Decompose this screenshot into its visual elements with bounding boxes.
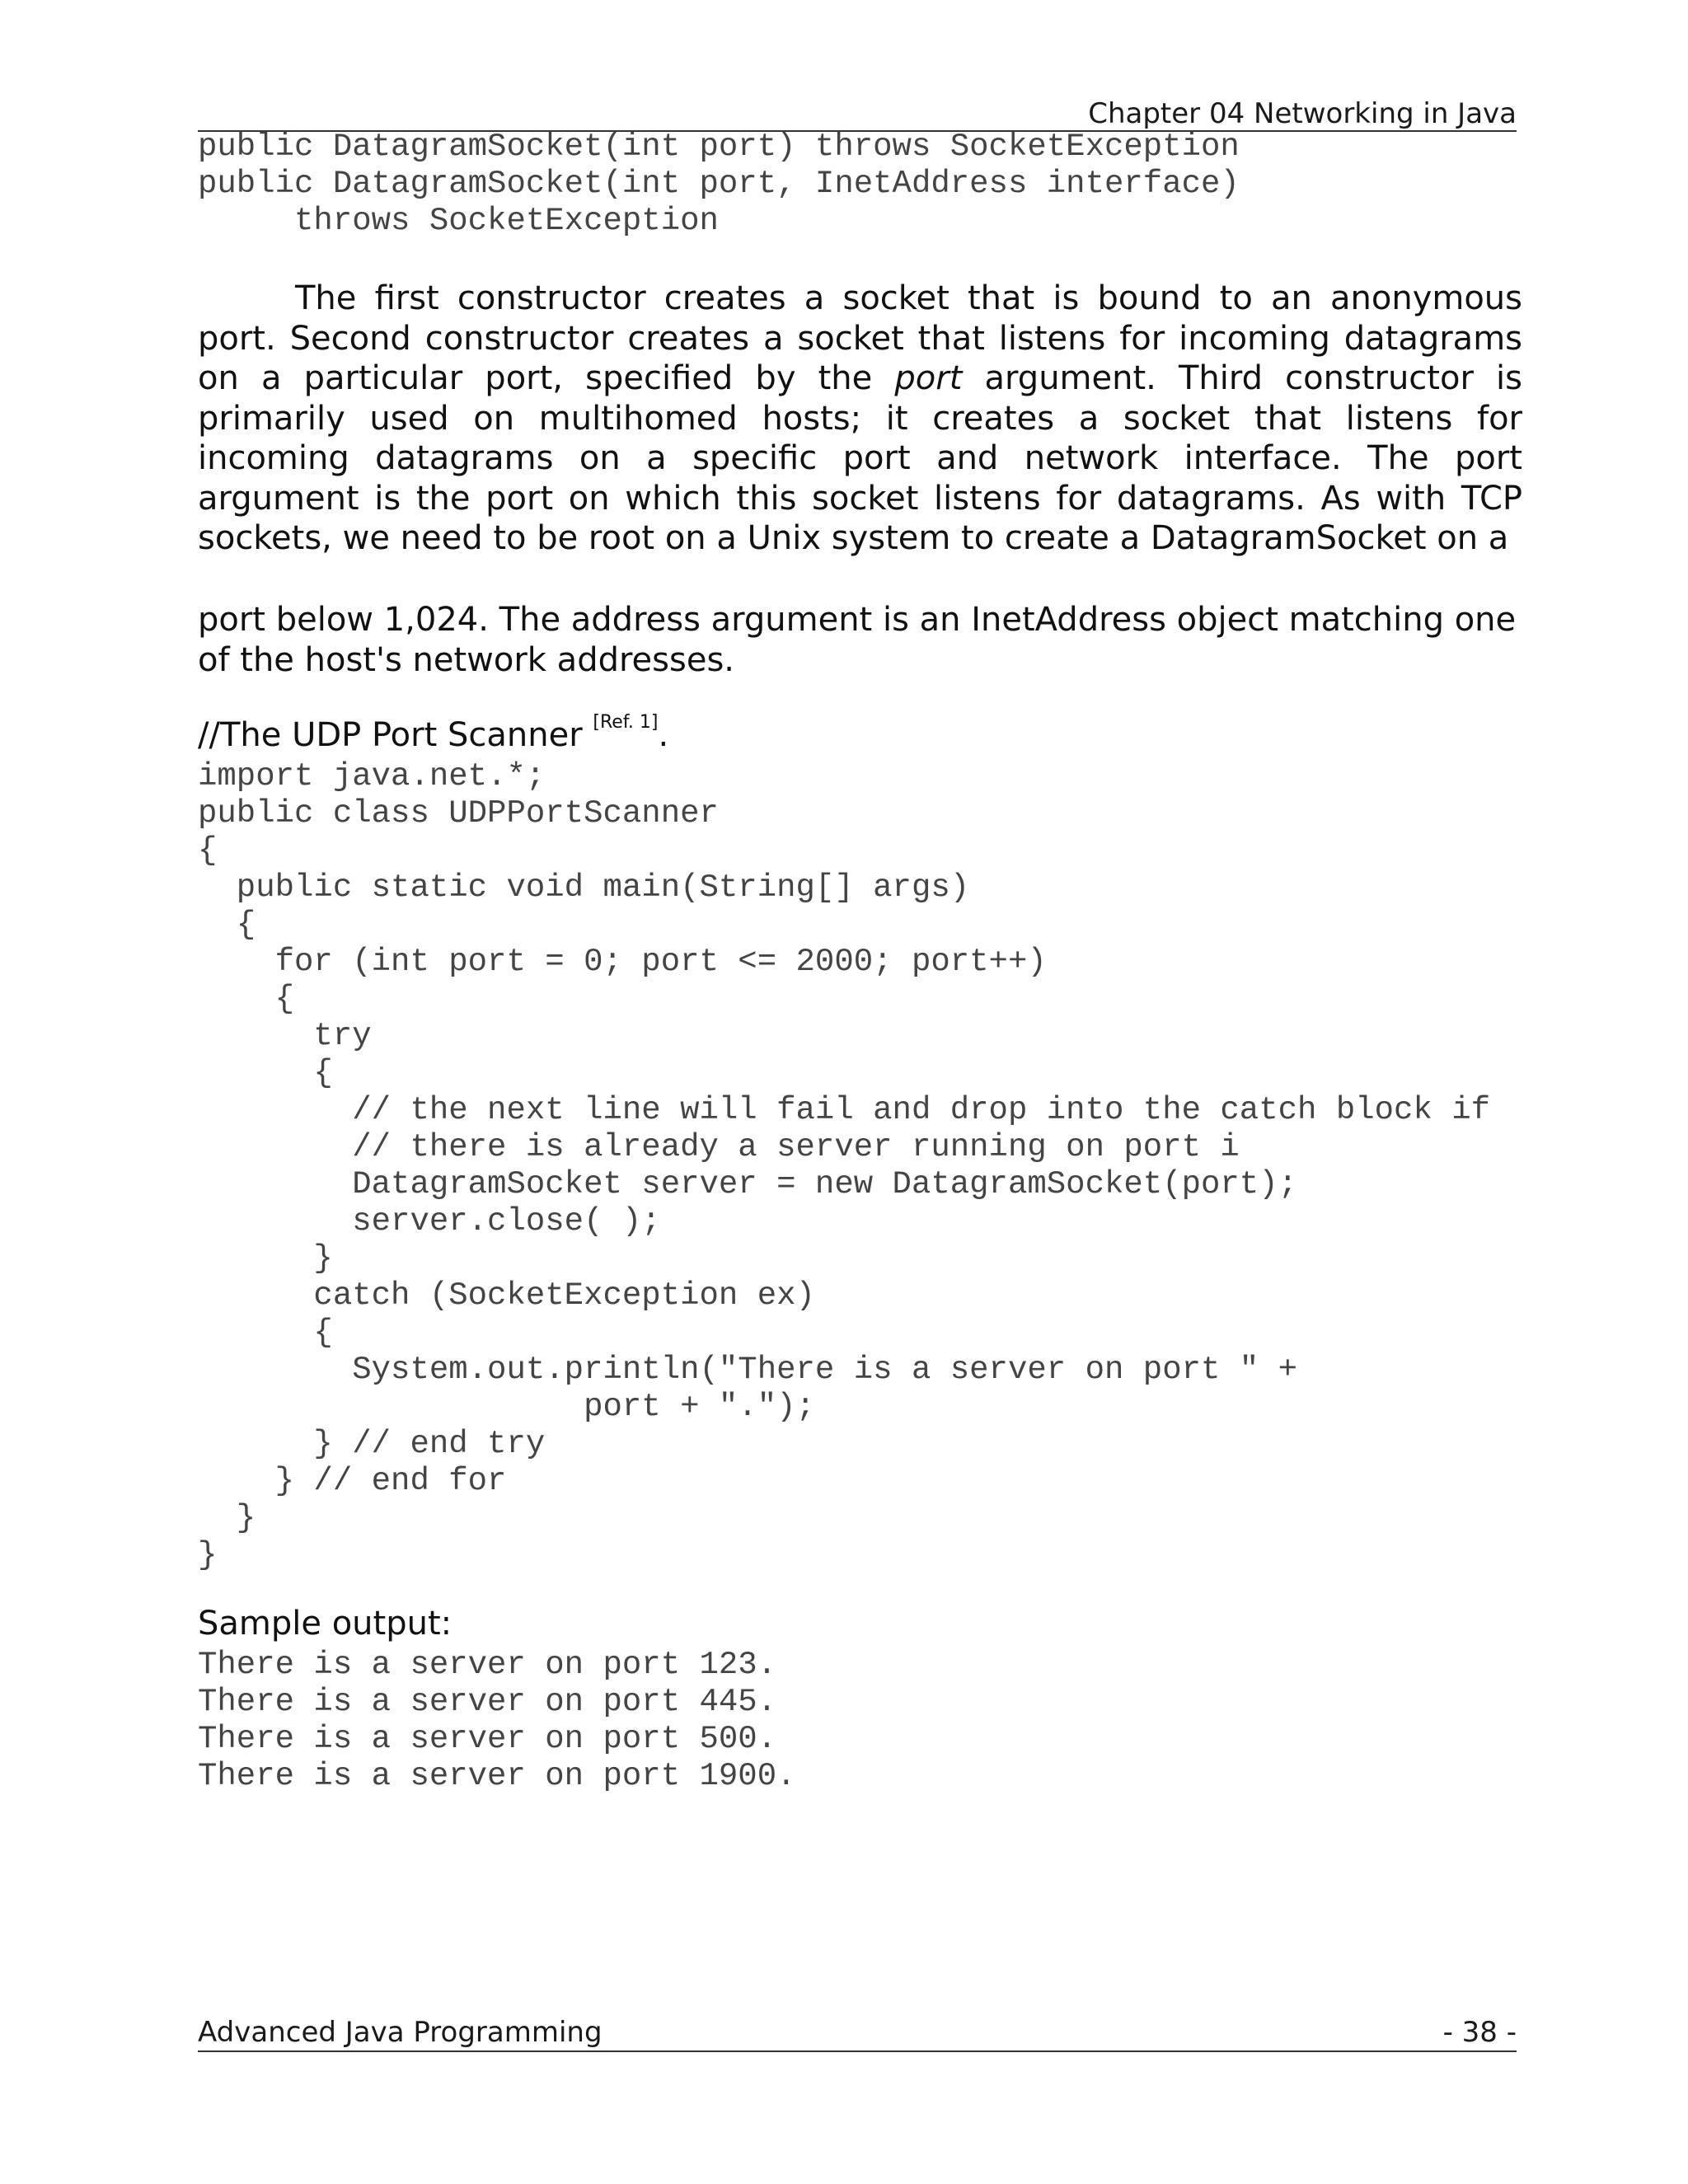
code-line: { bbox=[198, 832, 218, 869]
sample-output-listing bbox=[198, 1647, 796, 1795]
book-title: Advanced Java Programming bbox=[198, 2016, 603, 2049]
constructor-paragraph-continuation bbox=[198, 600, 1517, 680]
code-line: System.out.println("There is a server on port " + bbox=[198, 1352, 1298, 1388]
code-line: } bbox=[198, 1537, 218, 1573]
code-line: public class UDPPortScanner bbox=[198, 795, 719, 832]
output-line: There is a server on port 1900. bbox=[198, 1758, 796, 1794]
signature-line: public DatagramSocket(int port) throws SocketException bbox=[198, 129, 1240, 165]
code-line: { bbox=[198, 981, 295, 1017]
paragraph-italic-word: port bbox=[894, 359, 963, 397]
paragraph-text: argument. Third constructor is primarily used on multihomed hosts; it creates a socket that listens for incoming datagrams on a specific port and network interface. The port argument is the port on which this socket listens for datagrams. As with TCP sockets, we need to be root on a Unix system to create a DatagramSocket on a bbox=[198, 359, 1522, 557]
page-header bbox=[198, 97, 1517, 132]
output-line: There is a server on port 445. bbox=[198, 1684, 777, 1720]
section-heading-punctuation: . bbox=[658, 716, 669, 754]
output-line: There is a server on port 500. bbox=[198, 1721, 777, 1757]
chapter-title: Chapter 04 Networking in Java bbox=[1088, 97, 1517, 130]
paragraph-text: The first constructor creates a socket that is bound to an anonymous port. Second constructor creates a socket that listens for incoming datagrams on a particular port, specified by the bbox=[198, 279, 1522, 397]
page-footer bbox=[198, 2014, 1517, 2052]
code-line: try bbox=[198, 1018, 372, 1054]
code-line: } // end try bbox=[198, 1426, 546, 1462]
code-line: { bbox=[198, 1055, 333, 1091]
constructor-signatures bbox=[198, 129, 1240, 240]
code-line: for (int port = 0; port <= 2000; port++) bbox=[198, 944, 1047, 980]
sample-output-heading: Sample output: bbox=[198, 1605, 452, 1643]
code-line: { bbox=[198, 1315, 333, 1351]
code-line: { bbox=[198, 907, 256, 943]
code-line: } // end for bbox=[198, 1463, 507, 1499]
section-heading bbox=[198, 712, 669, 756]
paragraph-line: port below 1,024. The address argument is an InetAddress object matching one bbox=[198, 601, 1517, 639]
output-line: There is a server on port 123. bbox=[198, 1647, 777, 1683]
code-line: import java.net.*; bbox=[198, 758, 546, 794]
signature-line: public DatagramSocket(int port, InetAddress interface) bbox=[198, 166, 1240, 202]
code-line: } bbox=[198, 1500, 256, 1536]
code-line: } bbox=[198, 1240, 333, 1277]
page-number: - 38 - bbox=[1442, 2016, 1517, 2049]
code-line: // the next line will fail and drop into the catch block if bbox=[198, 1092, 1491, 1128]
paragraph-line: of the host's network addresses. bbox=[198, 640, 734, 679]
section-heading-text: //The UDP Port Scanner bbox=[198, 716, 593, 754]
code-line: port + "."); bbox=[198, 1389, 815, 1425]
code-line: // there is already a server running on port i bbox=[198, 1129, 1240, 1165]
code-line: catch (SocketException ex) bbox=[198, 1277, 815, 1314]
reference-marker: [Ref. 1] bbox=[593, 712, 659, 733]
code-line: public static void main(String[] args) bbox=[198, 869, 970, 906]
code-line: DatagramSocket server = new DatagramSocket(port); bbox=[198, 1166, 1298, 1202]
constructor-paragraph bbox=[198, 279, 1522, 559]
code-line: server.close( ); bbox=[198, 1203, 661, 1240]
document-page bbox=[198, 0, 1522, 2184]
signature-line: throws SocketException bbox=[198, 203, 719, 239]
code-listing bbox=[198, 758, 1490, 1574]
